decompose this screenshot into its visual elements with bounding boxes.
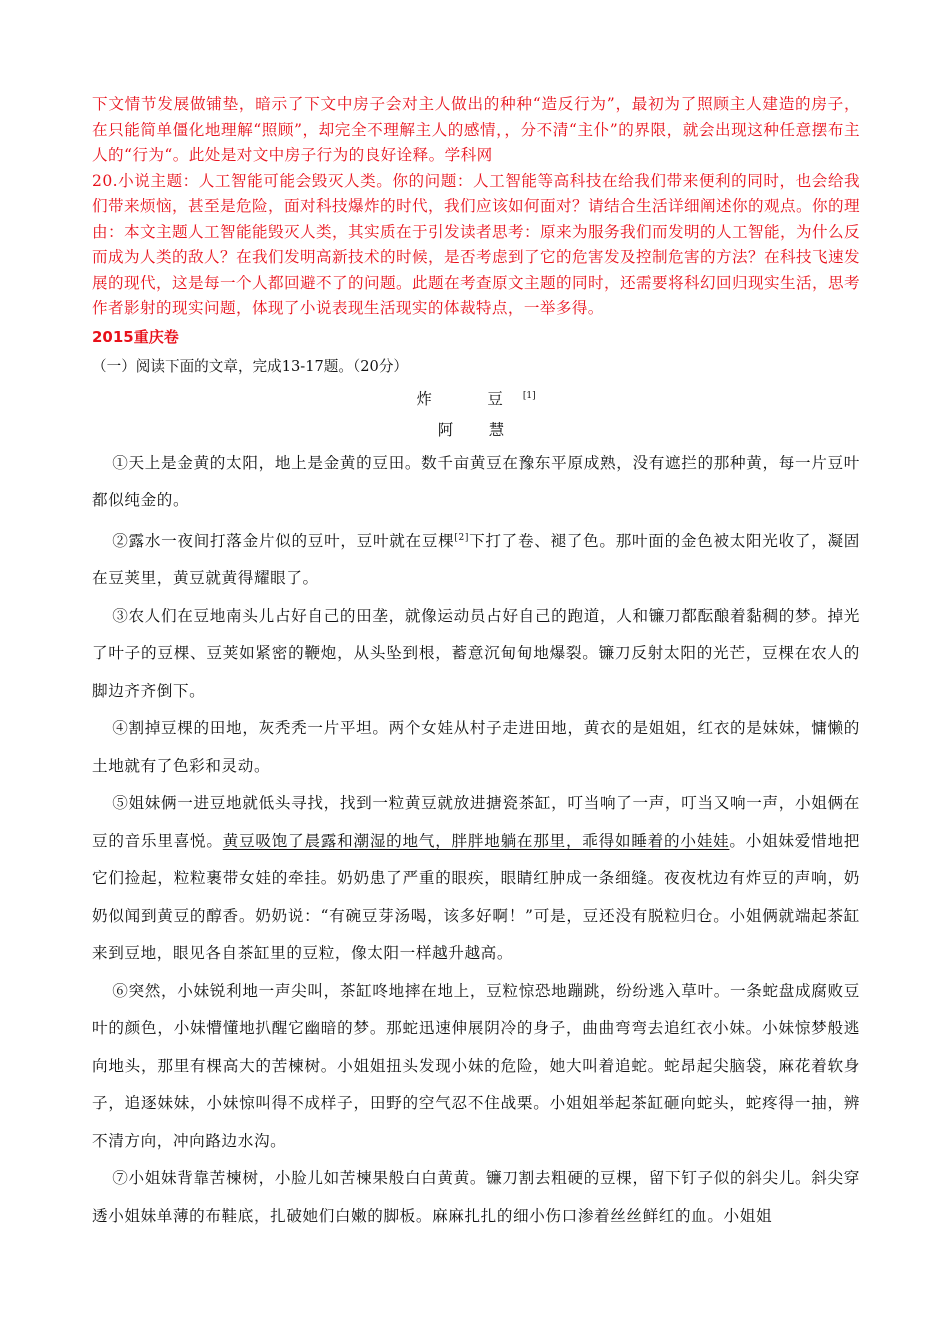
paragraph-5-part-a: ⑤姐妹俩一进豆地就低头寻找，找到一粒黄豆就放进搪瓷茶缸，叮当响了一声，叮当又响一声，小姐俩在豆的音乐里喜悦。: [92, 794, 860, 850]
title-footnote-ref: [1]: [522, 390, 536, 401]
story-paragraph-3: ③农人们在豆地南头儿占好自己的田垄，就像运动员占好自己的跑道，人和镰刀都酝酿着黏稠的梦。掉光了叶子的豆棵、豆荚如紧密的鞭炮，从头坠到根，蓄意沉甸甸地爆裂。镰刀反射太阳的光芒，豆棵在农人的脚边齐齐倒下。: [92, 606, 860, 700]
story-paragraph-7: ⑦小姐妹背靠苦楝树，小脸儿如苦楝果般白白黄黄。镰刀割去粗硬的豆棵，留下钉子似的斜尖儿。斜尖穿透小姐妹单薄的布鞋底，扎破她们白嫩的脚板。麻麻扎扎的细小伤口渗着丝丝鲜红的血。小姐姐: [92, 1169, 860, 1225]
footnote-ref-2: [2]: [454, 532, 469, 543]
story-paragraph-1: ①天上是金黄的太阳，地上是金黄的豆田。数千亩黄豆在豫东平原成熟，没有遮拦的那种黄，每一片豆叶都似纯金的。: [92, 453, 860, 510]
underlined-sentence: 黄豆吸饱了晨露和潮湿的地气，胖胖地躺在那里，乖得如睡着的小娃娃: [222, 831, 730, 850]
story-title: [92, 380, 860, 415]
answer-19-tail: 下文情节发展做铺垫，暗示了下文中房子会对主人做出的种种“造反行为”，最初为了照顾主人建造的房子，在只能简单僵化地理解“照顾”，却完全不理解主人的感情，，分不清“主仆”的界限，就会出现这种任意摆布主人的“行为“。此处是对文中房子行为的良好诠释。学科网: [92, 95, 860, 164]
document-page: [92, 92, 860, 1235]
section-heading: 2015重庆卷: [92, 327, 179, 346]
paragraph-5-part-b: 。小姐妹爱惜地把它们捡起，粒粒裹带女娃的牵挂。奶奶患了严重的眼疾，眼睛红肿成一条细缝。夜夜枕边有炸豆的声响，奶奶似闻到黄豆的醇香。奶奶说：“有碗豆芽汤喝，该多好啊！”可是，豆还没有脱粒归仓。小姐俩就端起茶缸来到豆地，眼见各自茶缸里的豆粒，像太阳一样越升越高。: [92, 831, 860, 963]
paragraph-2-part-b: 下打了卷、褪了色。那叶面的金色被太阳光收了，凝固在豆荚里，黄豆就黄得耀眼了。: [92, 531, 860, 588]
story-paragraph-2: [92, 520, 860, 598]
paragraph-2-part-a: ②露水一夜间打落金片似的豆叶，豆叶就在豆棵: [112, 531, 455, 550]
story-paragraph-5: [92, 785, 860, 973]
section-instruction: （一）阅读下面的文章，完成13-17题。（20分）: [92, 357, 409, 375]
story-paragraph-4: ④割掉豆棵的田地，灰秃秃一片平坦。两个女娃从村子走进田地，黄衣的是姐姐，红衣的是妹妹，慵懒的土地就有了色彩和灵动。: [92, 719, 860, 775]
story-author: 阿 慧: [437, 420, 515, 439]
answer-20: 20.小说主题：人工智能可能会毁灭人类。你的问题：人工智能等高科技在给我们带来便利的同时，也会给我们带来烦恼，甚至是危险，面对科技爆炸的时代，我们应该如何面对？请结合生活详细阐述你的观点。你的理由：本文主题人工智能能毁灭人类，其实质在于引发读者思考：原来为服务我们而发明的人工智能，为什么反而成为人类的敌人？在我们发明高新技术的时候，是否考虑到了它的危害发及控制危害的方法？在科技飞速发展的现代，这是每一个人都回避不了的问题。此题在考查原文主题的同时，还需要将科幻回归现实生活，思考作者影射的现实问题，体现了小说表现生活现实的体裁特点，一举多得。: [92, 171, 860, 317]
story-paragraph-6: ⑥突然，小妹锐利地一声尖叫，茶缸咚地摔在地上，豆粒惊恐地蹦跳，纷纷逃入草叶。一条蛇盘成腐败豆叶的颜色，小妹懵懂地扒醒它幽暗的梦。那蛇迅速伸展阴冷的身子，曲曲弯弯去追红衣小妹。小妹惊梦般逃向地头，那里有棵高大的苦楝树。小姐姐扭头发现小妹的危险，她大叫着追蛇。蛇昂起尖脑袋，麻花着软身子，追逐妹妹，小妹惊叫得不成样子，田野的空气忍不住战栗。小姐姐举起茶缸砸向蛇头，蛇疼得一抽，辨不清方向，冲向路边水沟。: [92, 981, 860, 1150]
story-title-text: 炸 豆: [416, 389, 523, 408]
